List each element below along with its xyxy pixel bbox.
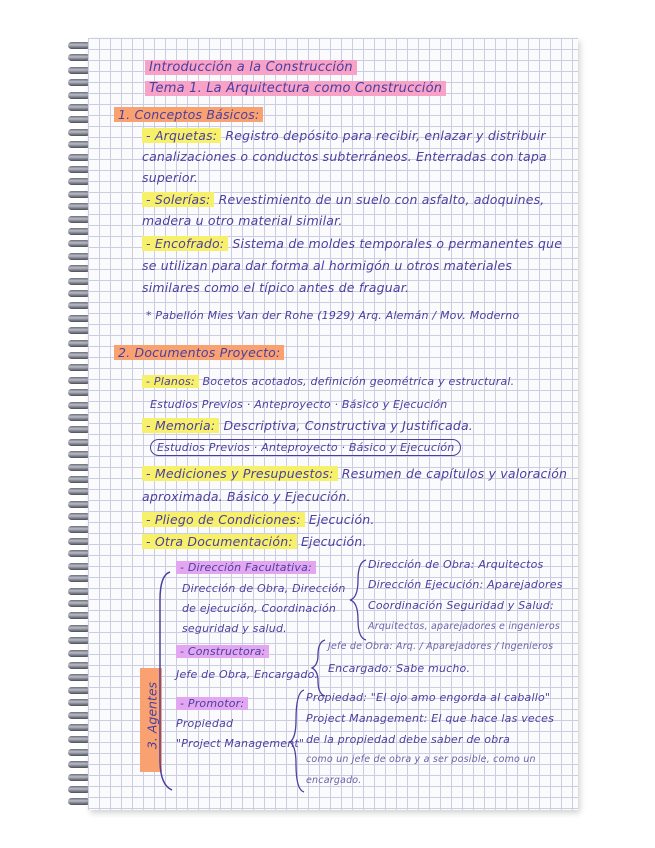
df-right-1: Dirección de Obra: Arquitectos — [368, 558, 544, 571]
planos-line-1: - Planos: Bocetos acotados, definición geométrica y estructural. — [142, 375, 514, 388]
constructora-term: - Constructora: — [176, 645, 269, 658]
arquetas-line-1: - Arquetas: Registro depósito para recibir, enlazar y distribuir — [142, 128, 546, 143]
section-1-heading: 1. Conceptos Básicos: — [114, 107, 263, 122]
df-right-2: Dirección Ejecución: Aparejadores — [368, 578, 563, 591]
df-line-2: de ejecución, Coordinación — [182, 602, 337, 615]
planos-line-2: Estudios Previos · Anteproyecto · Básico y Ejecución — [150, 398, 448, 411]
solerias-line-1: - Solerías: Revestimiento de un suelo con asfalto, adoquines, — [142, 192, 544, 207]
page-title: Introducción a la Construcción — [145, 60, 357, 75]
df-right-4: Arquitectos, aparejadores e ingenieros — [368, 621, 561, 632]
promotor-right-1: Propiedad: "El ojo amo engorda al caballo" — [306, 691, 551, 704]
pliego-line: - Pliego de Condiciones: Ejecución. — [142, 512, 375, 527]
memoria-line-1: - Memoria: Descriptiva, Constructiva y Justificada. — [142, 418, 473, 433]
constructora-right-2: Encargado: Sabe mucho. — [328, 662, 471, 675]
mediciones-line-2: aproximada. Básico y Ejecución. — [142, 489, 351, 504]
arquetas-line-3: superior. — [142, 170, 199, 185]
promotor-right-4: como un jefe de obra y a ser posible, como un — [306, 754, 536, 765]
promotor-right-2: Project Management: El que hace las veces — [306, 712, 555, 725]
encofrado-line-3: similares como el típico antes de fraguar. — [142, 280, 410, 295]
df-right-3: Coordinación Seguridad y Salud: — [368, 599, 554, 612]
arquetas-line-2: canalizaciones o conductos subterráneos. Enterradas con tapa — [142, 149, 547, 164]
memoria-phases-boxed: Estudios Previos · Anteproyecto · Básico y Ejecución — [150, 439, 461, 456]
topic-heading: Tema 1. La Arquitectura como Construcción — [145, 81, 446, 96]
encofrado-line-2: se utilizan para dar forma al hormigón u otros materiales — [142, 258, 513, 273]
section-3-vertical-label: 3. Agentes — [140, 668, 162, 772]
promotor-right-5: encargado. — [306, 775, 362, 786]
constructora-line-1: Jefe de Obra, Encargado. — [176, 668, 319, 681]
df-line-3: seguridad y salud. — [182, 622, 287, 635]
otra-doc-line: - Otra Documentación: Ejecución. — [142, 534, 367, 549]
df-term: - Dirección Facultativa: — [176, 561, 316, 574]
promotor-right-3: de la propiedad debe saber de obra — [306, 733, 511, 746]
section-2-heading: 2. Documentos Proyecto: — [114, 345, 284, 360]
promotor-line-2: "Project Management" — [176, 737, 305, 750]
mediciones-line-1: - Mediciones y Presupuestos: Resumen de capítulos y valoración — [142, 466, 567, 481]
solerias-line-2: madera u otro material similar. — [142, 213, 343, 228]
promotor-term: - Promotor: — [176, 697, 248, 710]
promotor-line-1: Propiedad — [176, 717, 234, 730]
encofrado-line-1: - Encofrado: Sistema de moldes temporales o permanentes que — [142, 236, 562, 251]
constructora-right-1: Jefe de Obra: Arq. / Aparejadores / Ingenieros — [328, 641, 554, 652]
barcelona-pavilion-note: * Pabellón Mies Van der Rohe (1929) Arq. Alemán / Mov. Moderno — [146, 309, 520, 322]
df-line-1: Dirección de Obra, Dirección — [182, 582, 346, 595]
